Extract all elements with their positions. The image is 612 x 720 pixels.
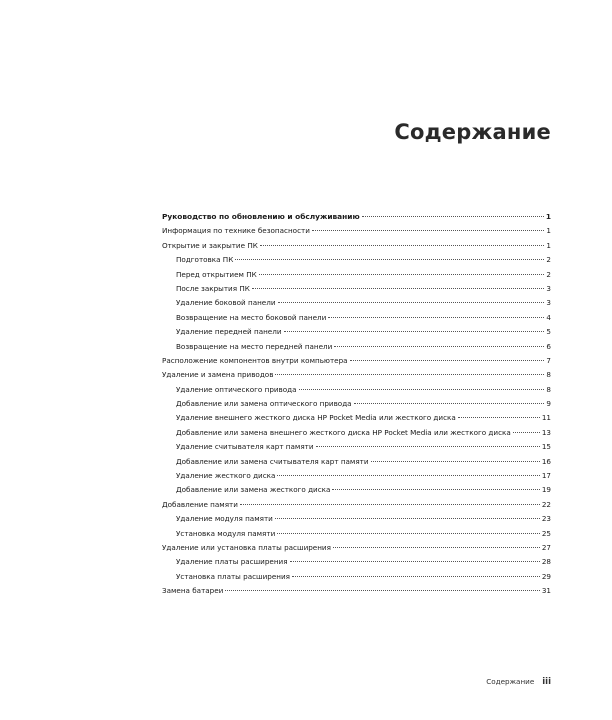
toc-entry[interactable]: [162, 325, 551, 339]
toc-entry[interactable]: [162, 483, 551, 497]
toc-dot-leader: [260, 245, 545, 246]
toc-entry[interactable]: [162, 239, 551, 253]
toc-dot-leader: [362, 216, 544, 217]
toc-dot-leader: [277, 533, 540, 534]
toc-entry-page: 2: [546, 255, 551, 265]
toc-entry-title: Удаление передней панели: [176, 327, 282, 337]
toc-entry-title: Замена батареи: [162, 586, 224, 596]
toc-entry-page: 28: [541, 557, 551, 567]
toc-dot-leader: [334, 346, 544, 347]
toc-dot-leader: [299, 389, 545, 390]
page-footer: [486, 677, 551, 687]
toc-dot-leader: [290, 561, 540, 562]
toc-entry-title: Расположение компонентов внутри компьютера: [162, 355, 348, 365]
toc-entry-title: Удаление боковой панели: [176, 298, 276, 308]
toc-entry[interactable]: [162, 570, 551, 584]
toc-entry[interactable]: [162, 541, 551, 555]
toc-entry[interactable]: [162, 368, 551, 382]
toc-entry-page: 27: [541, 542, 551, 552]
toc-entry-page: 16: [541, 456, 551, 466]
toc-dot-leader: [458, 417, 540, 418]
toc-dot-leader: [275, 374, 544, 375]
toc-dot-leader: [240, 504, 540, 505]
toc-entry-page: 8: [546, 384, 551, 394]
toc-entry-title: Удаление внешнего жесткого диска HP Pocket Media или жесткого диска: [176, 413, 456, 423]
toc-entry-page: 29: [541, 571, 551, 581]
footer-label: Содержание: [486, 677, 535, 686]
toc-dot-leader: [312, 230, 545, 231]
toc-entry-page: 1: [545, 212, 551, 221]
toc-entry[interactable]: [162, 512, 551, 526]
toc-dot-leader: [284, 331, 545, 332]
toc-dot-leader: [332, 489, 539, 490]
toc-dot-leader: [328, 317, 544, 318]
footer-page-number: iii: [542, 677, 551, 687]
toc-entry[interactable]: [162, 268, 551, 282]
toc-entry-title: Возвращение на место боковой панели: [176, 312, 327, 322]
toc-dot-leader: [333, 547, 540, 548]
toc-entry-page: 23: [541, 514, 551, 524]
toc-dot-leader: [225, 590, 540, 591]
page-title: Содержание: [394, 120, 551, 144]
toc-entry[interactable]: [162, 555, 551, 569]
toc-entry-page: 13: [541, 427, 551, 437]
toc-entry-page: 31: [541, 586, 551, 596]
toc-entry-title: Удаление модуля памяти: [176, 514, 273, 524]
toc-entry[interactable]: [162, 253, 551, 267]
toc-dot-leader: [275, 518, 540, 519]
toc-entry-title: Руководство по обновлению и обслуживанию: [162, 212, 360, 221]
toc-entry-title: Перед открытием ПК: [176, 269, 257, 279]
toc-entry-page: 3: [546, 283, 551, 293]
toc-entry-title: Добавление или замена жесткого диска: [176, 485, 331, 495]
toc-dot-leader: [278, 302, 545, 303]
toc-entry[interactable]: [162, 440, 551, 454]
toc-entry-title: Открытие и закрытие ПК: [162, 240, 258, 250]
toc-entry-title: После закрытия ПК: [176, 283, 250, 293]
toc-entry-title: Добавление или замена внешнего жесткого диска HP Pocket Media или жесткого диска: [176, 427, 511, 437]
toc-entry-page: 9: [546, 399, 551, 409]
toc-entry-page: 2: [546, 269, 551, 279]
toc-entry-page: 25: [541, 528, 551, 538]
toc-entry-page: 22: [541, 499, 551, 509]
toc-entry[interactable]: [162, 411, 551, 425]
toc-entry[interactable]: [162, 397, 551, 411]
toc-entry-title: Установка модуля памяти: [176, 528, 276, 538]
toc-entry[interactable]: [162, 498, 551, 512]
toc-dot-leader: [252, 288, 545, 289]
toc-entry-title: Удаление платы расширения: [176, 557, 288, 567]
toc-entry-page: 4: [546, 312, 551, 322]
toc-entry-title: Удаление и замена приводов: [162, 370, 274, 380]
toc-entry-page: 19: [541, 485, 551, 495]
toc-entry[interactable]: [162, 584, 551, 598]
toc-entry[interactable]: [162, 224, 551, 238]
toc-entry[interactable]: [162, 426, 551, 440]
toc-entry[interactable]: [162, 340, 551, 354]
table-of-contents: [162, 210, 551, 599]
toc-entry-title: Установка платы расширения: [176, 571, 290, 581]
toc-dot-leader: [371, 461, 540, 462]
toc-entry-title: Удаление жесткого диска: [176, 471, 276, 481]
toc-dot-leader: [513, 432, 540, 433]
toc-entry-page: 11: [541, 413, 551, 423]
toc-dot-leader: [259, 274, 545, 275]
toc-entry-title: Удаление оптического привода: [176, 384, 297, 394]
toc-dot-leader: [350, 360, 545, 361]
toc-entry[interactable]: [162, 455, 551, 469]
toc-entry-page: 7: [546, 355, 551, 365]
toc-entry[interactable]: [162, 311, 551, 325]
toc-entry-title: Удаление или установка платы расширения: [162, 542, 331, 552]
toc-entry-title: Добавление памяти: [162, 499, 238, 509]
toc-entry-title: Подготовка ПК: [176, 255, 234, 265]
toc-dot-leader: [292, 576, 540, 577]
toc-entry-page: 5: [546, 327, 551, 337]
toc-entry-page: 17: [541, 471, 551, 481]
toc-entry-page: 15: [541, 442, 551, 452]
toc-entry-page: 1: [546, 240, 551, 250]
toc-entry[interactable]: [162, 296, 551, 310]
toc-entry[interactable]: [162, 210, 551, 224]
toc-entry-title: Удаление считывателя карт памяти: [176, 442, 314, 452]
toc-dot-leader: [235, 259, 544, 260]
toc-entry[interactable]: [162, 354, 551, 368]
toc-dot-leader: [277, 475, 539, 476]
toc-dot-leader: [316, 446, 540, 447]
toc-entry-page: 6: [546, 341, 551, 351]
toc-entry-page: 3: [546, 298, 551, 308]
toc-entry[interactable]: [162, 527, 551, 541]
toc-entry-page: 8: [546, 370, 551, 380]
toc-entry[interactable]: [162, 469, 551, 483]
toc-entry-title: Добавление или замена оптического привода: [176, 399, 352, 409]
toc-entry-title: Информация по технике безопасности: [162, 226, 310, 236]
toc-entry-title: Возвращение на место передней панели: [176, 341, 333, 351]
toc-entry-page: 1: [546, 226, 551, 236]
toc-entry[interactable]: [162, 282, 551, 296]
toc-entry-title: Добавление или замена считывателя карт памяти: [176, 456, 369, 466]
toc-entry[interactable]: [162, 383, 551, 397]
toc-dot-leader: [354, 403, 545, 404]
